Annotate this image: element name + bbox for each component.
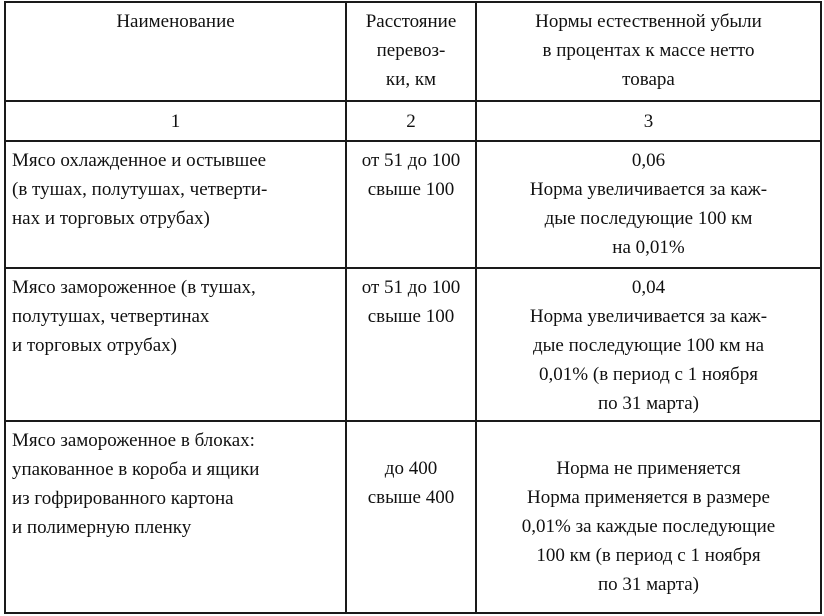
norm-line: 0,06: [631, 150, 666, 171]
natural-loss-norms-table: [4, 1, 822, 614]
distance-line: от 51 до 100: [361, 150, 461, 171]
norm-cell: [476, 141, 821, 268]
product-name-cell: [5, 141, 346, 268]
product-name-line: и торговых отрубах): [12, 335, 177, 356]
product-name-cell: [5, 268, 346, 421]
product-name-line: и полимерную пленку: [12, 517, 192, 538]
norm-line: Норма увеличивается за каж-: [529, 179, 768, 200]
product-name-line: Мясо охлажденное и остывшее: [12, 150, 267, 171]
product-name-line: (в тушах, полутушах, четверти-: [12, 179, 268, 200]
product-name-line: упакованное в короба и ящики: [12, 459, 260, 480]
norm-line: 100 км (в период с 1 ноября: [536, 545, 761, 566]
norms-table-container: [4, 1, 820, 614]
norm-cell: [476, 421, 821, 613]
header-norm: [476, 2, 821, 101]
table-header-row: [5, 2, 821, 101]
header-distance-line: Расстояние: [365, 11, 457, 32]
product-name-cell: [5, 421, 346, 613]
norm-line: дые последующие 100 км на: [532, 335, 765, 356]
column-number-3: 3: [476, 101, 821, 141]
product-name-line: полутушах, четвертинах: [12, 306, 210, 327]
norm-line: Норма не применяется: [556, 458, 741, 479]
distance-line: свыше 400: [367, 487, 455, 508]
distance-cell: [346, 421, 476, 613]
norm-line: на 0,01%: [612, 237, 685, 258]
norm-line: Норма увеличивается за каж-: [529, 306, 768, 327]
table-row: [5, 141, 821, 268]
norm-line: 0,01% (в период с 1 ноября: [539, 364, 758, 385]
header-distance: [346, 2, 476, 101]
column-number-2: 2: [346, 101, 476, 141]
norm-cell: [476, 268, 821, 421]
header-name: [5, 2, 346, 101]
norm-line: по 31 марта): [597, 574, 700, 595]
header-norm-line: товара: [622, 69, 675, 90]
table-row: [5, 421, 821, 613]
header-name-line: Наименование: [116, 11, 235, 32]
header-distance-line: ки, км: [385, 69, 437, 90]
distance-line: от 51 до 100: [361, 277, 461, 298]
column-number-1: 1: [5, 101, 346, 141]
product-name-line: Мясо замороженное (в тушах,: [12, 277, 256, 298]
norm-line: 0,04: [631, 277, 666, 298]
header-norm-line: в процентах к массе нетто: [542, 40, 755, 61]
product-name-line: Мясо замороженное в блоках:: [12, 430, 255, 451]
product-name-line: нах и торговых отрубах): [12, 208, 210, 229]
distance-line: до 400: [384, 458, 438, 479]
table-row: [5, 268, 821, 421]
distance-line: свыше 100: [367, 306, 455, 327]
distance-cell: [346, 268, 476, 421]
header-norm-line: Нормы естественной убыли: [535, 11, 762, 32]
product-name-line: из гофрированного картона: [12, 488, 234, 509]
distance-cell: [346, 141, 476, 268]
header-distance-line: перевоз-: [376, 40, 446, 61]
norm-line: Норма применяется в размере: [527, 487, 770, 508]
distance-line: свыше 100: [367, 179, 455, 200]
norm-line: по 31 марта): [597, 393, 700, 414]
norm-line: 0,01% за каждые последующие: [521, 516, 776, 537]
norm-line: дые последующие 100 км: [544, 208, 753, 229]
column-number-row: [5, 101, 821, 141]
